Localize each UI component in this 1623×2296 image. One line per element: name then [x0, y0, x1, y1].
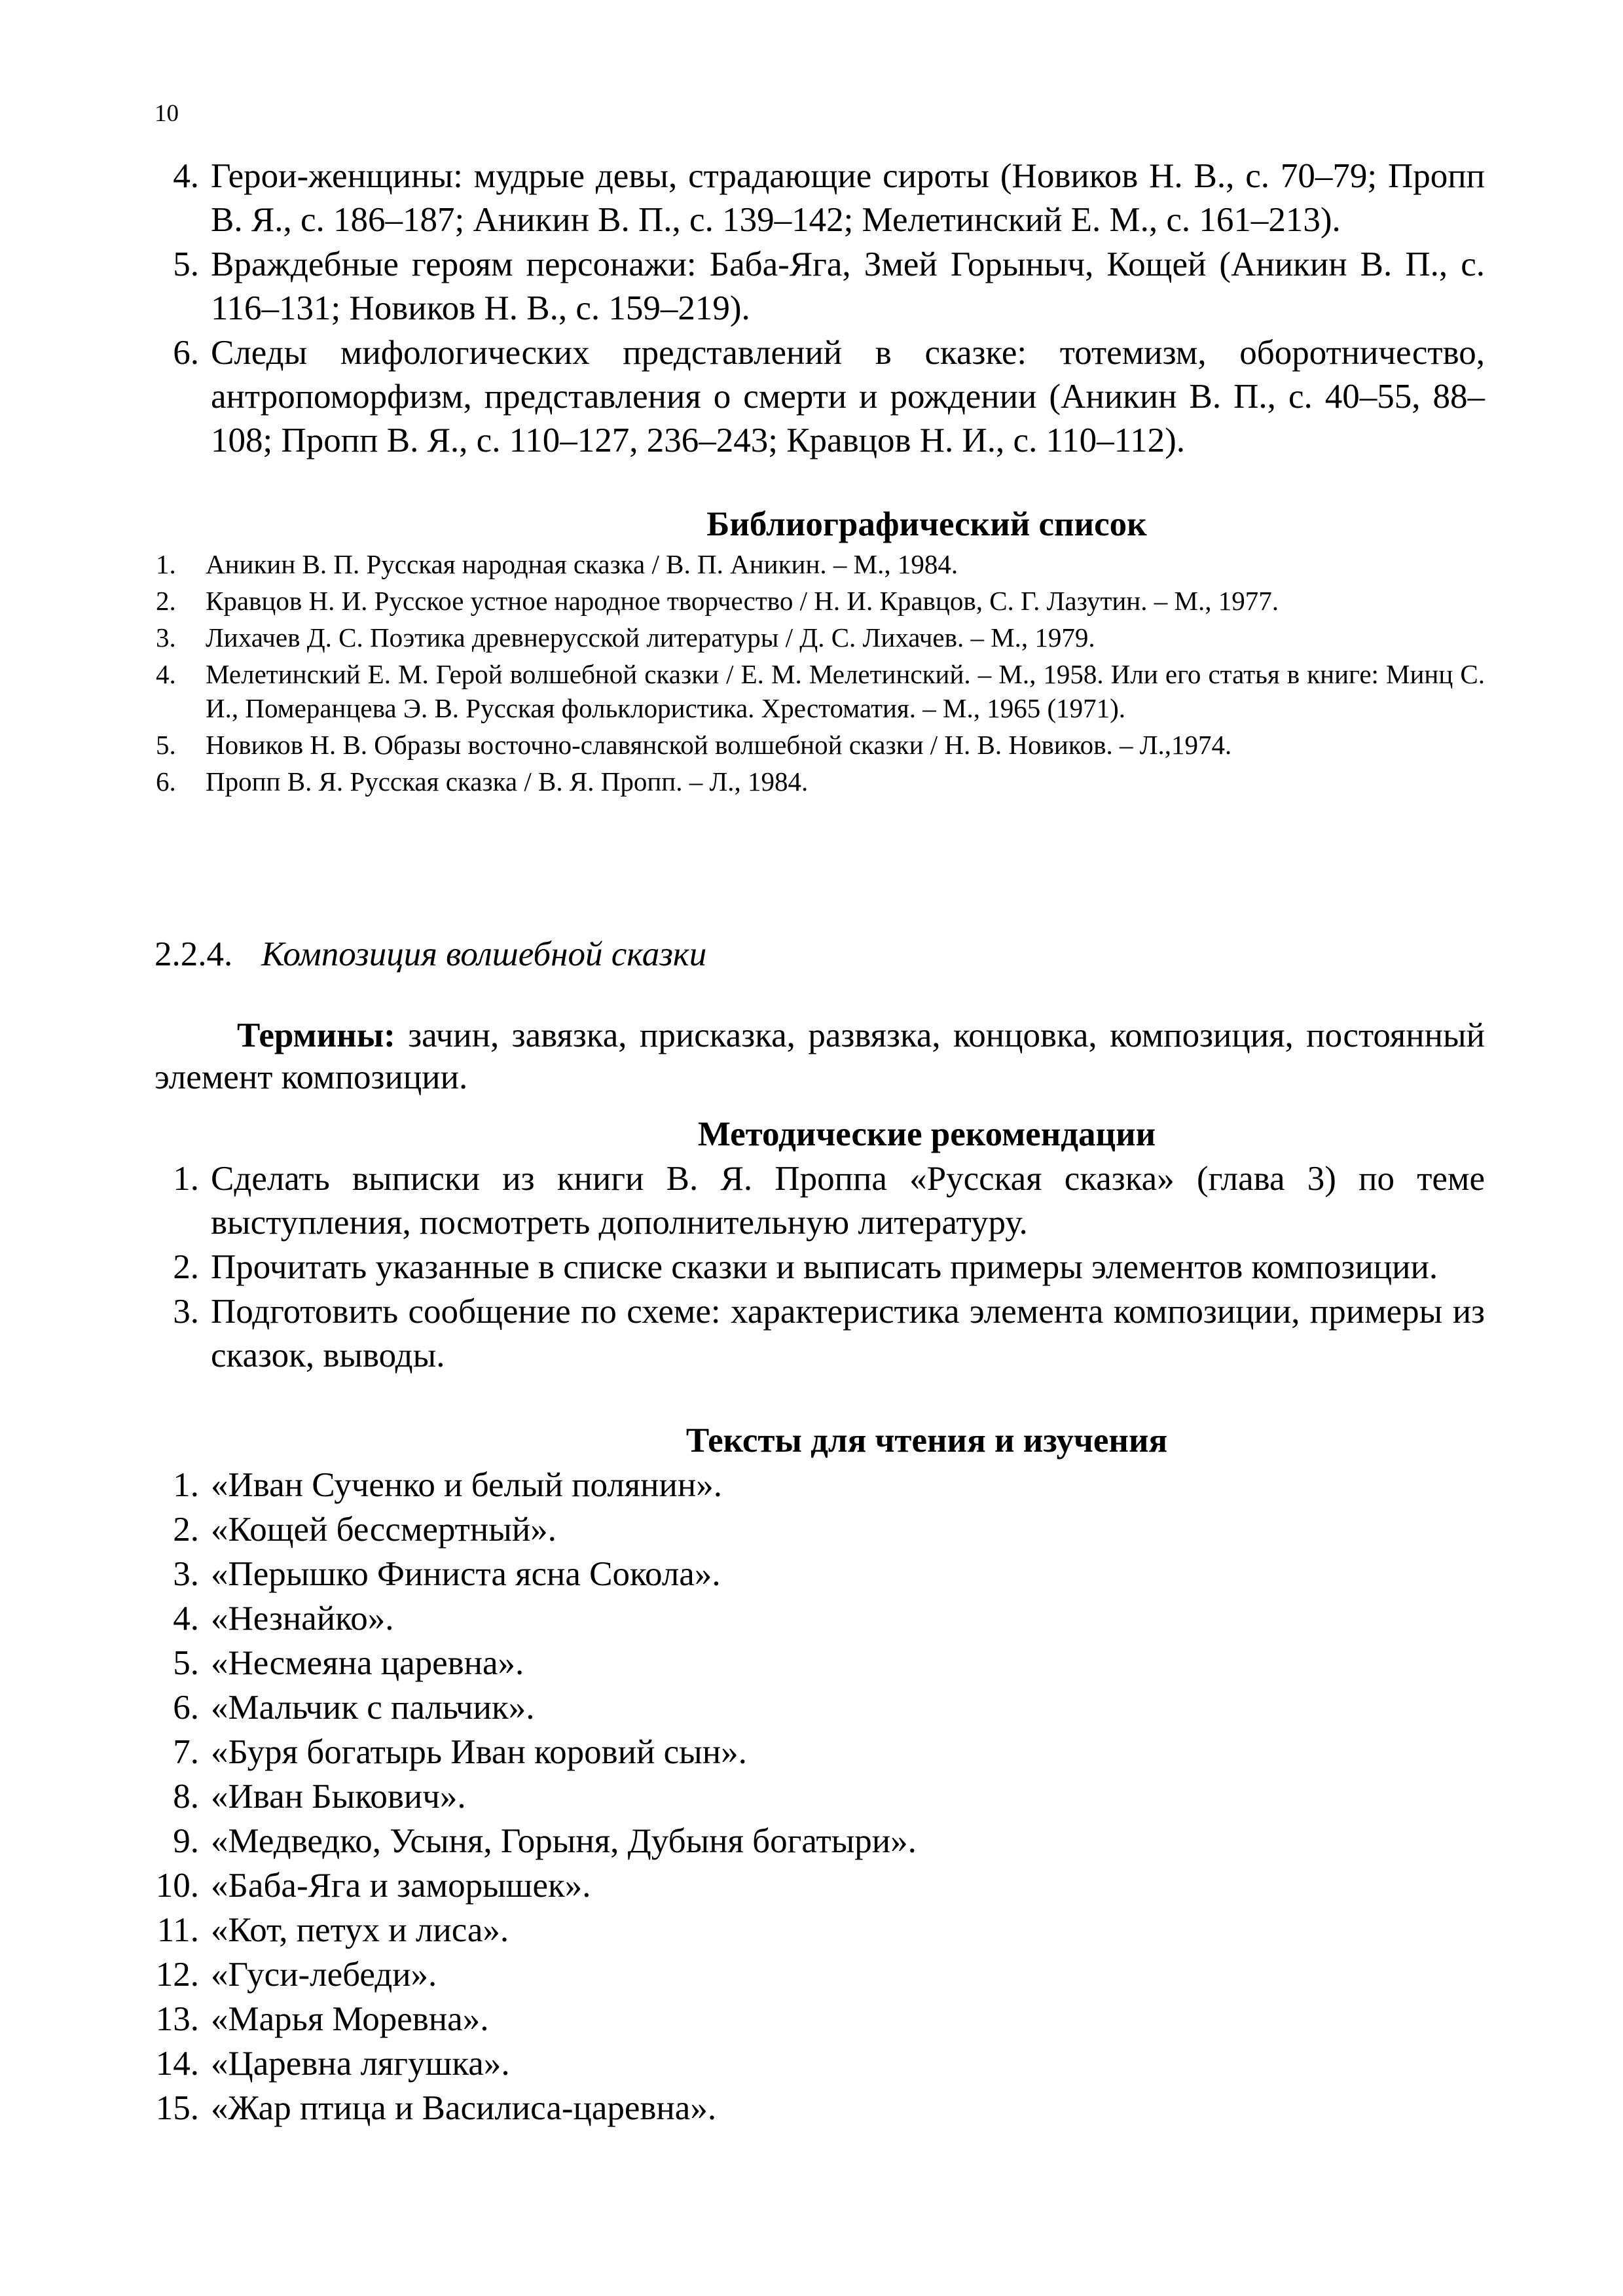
recommendations-heading-text: Методические рекомендации — [697, 1115, 1156, 1153]
bibliography-item-text: Пропп В. Я. Русская сказка / В. Я. Пропп. – Л., 1984. — [206, 766, 809, 797]
list-item-number: 9. — [173, 1822, 199, 1860]
subsection-title-text: Композиция волшебной сказки — [261, 935, 707, 973]
list-item-number: 4. — [173, 157, 199, 195]
terms-paragraph — [155, 1014, 1485, 1098]
list-item — [0, 1998, 1623, 2041]
list-item — [0, 1909, 1623, 1952]
list-item-number: 7. — [173, 1733, 199, 1771]
list-item-number: 6. — [173, 334, 199, 372]
list-item — [0, 1731, 1623, 1774]
bibliography-item-number: 5. — [156, 730, 176, 760]
terms-text: зачин, завязка, присказка, развязка, концовка, композиция, постоянный элемент композиции. — [155, 1016, 1485, 1096]
list-item-text: «Буря богатырь Иван коровий сын». — [211, 1733, 747, 1771]
list-item — [0, 1820, 1623, 1863]
bibliography-item-text: Новиков Н. В. Образы восточно-славянской волшебной сказки / Н. В. Новиков. – Л.,1974. — [206, 730, 1232, 760]
list-item-text: Подготовить сообщение по схеме: характеристика элемента композиции, примеры из сказок, выводы. — [211, 1293, 1485, 1374]
terms-label: Термины: — [237, 1016, 395, 1054]
list-item — [0, 1552, 1623, 1596]
list-item-number: 2. — [173, 1248, 199, 1286]
bibliography-item-number: 3. — [156, 622, 176, 653]
list-item-text: Враждебные героям персонажи: Баба-Яга, Змей Горыныч, Кощей (Аникин В. П., с. 116–131; Новиков Н. В., с. 159–219). — [211, 245, 1485, 327]
list-item-text: «Баба-Яга и заморышек». — [211, 1867, 591, 1905]
readings-heading — [0, 1419, 1623, 1462]
list-item — [0, 1597, 1623, 1641]
list-item — [0, 1953, 1623, 1997]
list-item — [0, 1157, 1623, 1245]
list-item-text: «Жар птица и Василиса-царевна». — [211, 2089, 717, 2127]
bibliography-item — [0, 620, 1623, 655]
list-item-number: 5. — [173, 245, 199, 283]
bibliography-list — [0, 547, 1623, 801]
list-item — [0, 1775, 1623, 1819]
list-item-text: «Марья Моревна». — [211, 2000, 489, 2038]
list-item-text: «Медведко, Усыня, Горыня, Дубыня богатыри». — [211, 1822, 917, 1860]
list-item — [0, 1641, 1623, 1685]
recommendations-list — [0, 1157, 1623, 1378]
list-item — [0, 1686, 1623, 1730]
bibliography-item-text: Мелетинский Е. М. Герой волшебной сказки / Е. М. Мелетинский. – М., 1958. Или его статья в книге: Минц С. И., Померанцева Э. В. Русская фольклористика. Хрестоматия. – М., 1965 (1971). — [206, 659, 1485, 723]
readings-heading-text: Тексты для чтения и изучения — [685, 1422, 1168, 1460]
bibliography-item — [0, 657, 1623, 725]
bibliography-item-text: Кравцов Н. И. Русское устное народное творчество / Н. И. Кравцов, С. Г. Лазутин. – М., 1977. — [206, 586, 1279, 616]
bibliography-item-number: 6. — [156, 766, 176, 797]
list-item-number: 6. — [173, 1689, 199, 1727]
list-item-text: «Несмеяна царевна». — [211, 1644, 524, 1682]
list-item-number: 14. — [155, 2045, 199, 2083]
list-item — [0, 1290, 1623, 1378]
list-item — [0, 154, 1623, 242]
list-item-text: Герои-женщины: мудрые девы, страдающие сироты (Новиков Н. В., с. 70–79; Пропп В. Я., с. 186–187; Аникин В. П., с. 139–142; Мелетинский Е. М., с. 161–213). — [211, 157, 1485, 239]
subsection-number: 2.2.4. — [155, 935, 233, 973]
bibliography-item — [0, 764, 1623, 798]
list-item-number: 15. — [155, 2089, 199, 2127]
list-item-number: 4. — [173, 1600, 199, 1638]
list-item-number: 2. — [173, 1511, 199, 1549]
list-item-number: 12. — [155, 1956, 199, 1994]
page-number: 10 — [155, 100, 179, 127]
list-item-text: «Мальчик с пальчик». — [211, 1689, 535, 1727]
topics-list — [0, 154, 1623, 463]
list-item-text: Сделать выписки из книги В. Я. Проппа «Русская сказка» (глава 3) по теме выступления, посмотреть дополнительную литературу. — [211, 1160, 1485, 1242]
list-item-text: Прочитать указанные в списке сказки и выписать примеры элементов композиции. — [211, 1248, 1438, 1286]
list-item-number: 10. — [155, 1867, 199, 1905]
list-item-text: Следы мифологических представлений в сказке: тотемизм, оборотничество, антропоморфизм, представления о смерти и рождении (Аникин В. П., с. 40–55, 88–108; Пропп В. Я., с. 110–127, 236–243; Кравцов Н. И., с. 110–112). — [211, 334, 1485, 459]
list-item — [0, 1864, 1623, 1908]
list-item-number: 1. — [173, 1466, 199, 1504]
list-item — [0, 1246, 1623, 1289]
bibliography-item-number: 4. — [156, 659, 176, 689]
list-item-text: «Иван Быкович». — [211, 1778, 466, 1816]
list-item-number: 5. — [173, 1644, 199, 1682]
list-item — [0, 2087, 1623, 2130]
list-item-number: 1. — [173, 1160, 199, 1198]
list-item-text: «Кощей бессмертный». — [211, 1511, 556, 1549]
bibliography-item-text: Лихачев Д. С. Поэтика древнерусской литературы / Д. С. Лихачев. – М., 1979. — [206, 622, 1095, 653]
bibliography-item — [0, 547, 1623, 581]
list-item-text: «Незнайко». — [211, 1600, 394, 1638]
list-item — [0, 1463, 1623, 1507]
list-item-text: «Кот, петух и лиса». — [211, 1911, 509, 1949]
list-item-number: 3. — [173, 1555, 199, 1593]
bibliography-item-number: 1. — [156, 549, 176, 579]
bibliography-heading-text: Библиографический список — [706, 505, 1147, 543]
list-item-text: «Перышко Финиста ясна Сокола». — [211, 1555, 721, 1593]
readings-list — [0, 1463, 1623, 2131]
list-item — [0, 1508, 1623, 1552]
list-item-number: 13. — [155, 2000, 199, 2038]
list-item — [0, 243, 1623, 331]
list-item — [0, 331, 1623, 463]
bibliography-item — [0, 728, 1623, 762]
list-item-text: «Царевна лягушка». — [211, 2045, 510, 2083]
bibliography-item-number: 2. — [156, 586, 176, 616]
subsection-title — [155, 933, 706, 976]
list-item — [0, 2042, 1623, 2086]
list-item-number: 8. — [173, 1778, 199, 1816]
list-item-number: 11. — [156, 1911, 199, 1949]
list-item-text: «Иван Сученко и белый полянин». — [211, 1466, 723, 1504]
bibliography-heading — [0, 503, 1623, 546]
recommendations-heading — [0, 1113, 1623, 1156]
list-item-number: 3. — [173, 1293, 199, 1331]
bibliography-item-text: Аникин В. П. Русская народная сказка / В. П. Аникин. – М., 1984. — [206, 549, 958, 579]
bibliography-item — [0, 584, 1623, 618]
list-item-text: «Гуси-лебеди». — [211, 1956, 437, 1994]
